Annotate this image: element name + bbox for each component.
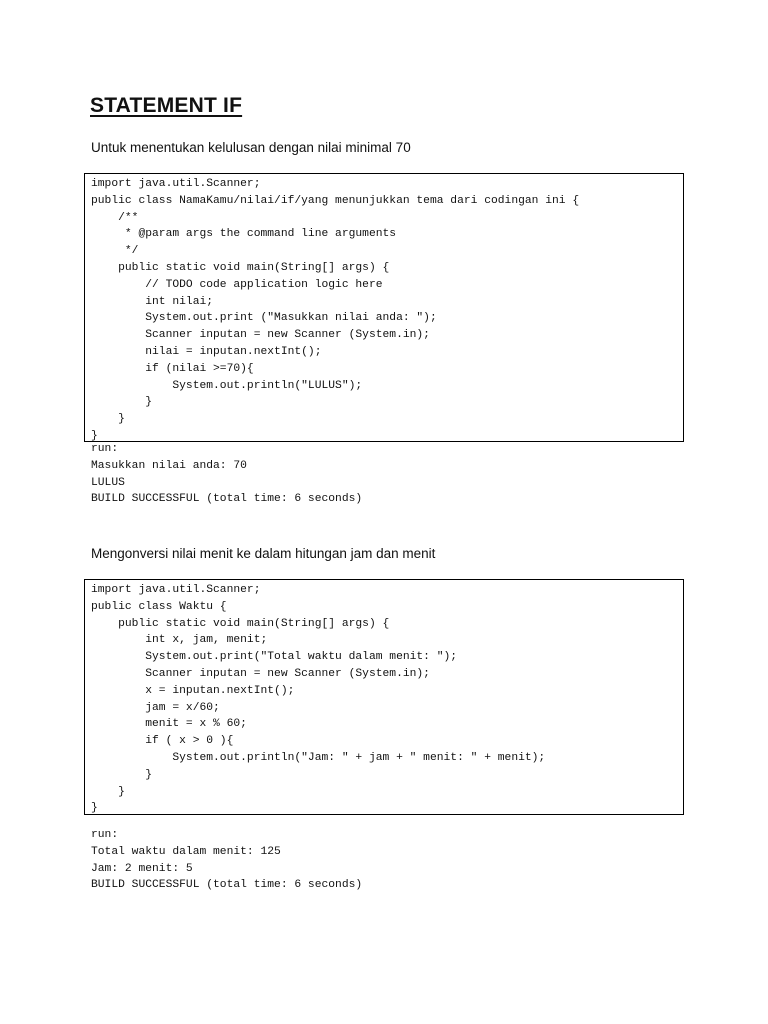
code-line: Masukkan nilai anda: 70 bbox=[91, 459, 247, 472]
code-line: Total waktu dalam menit: 125 bbox=[91, 845, 281, 858]
code-line: // TODO code application logic here bbox=[91, 278, 383, 291]
code-line: Jam: 2 menit: 5 bbox=[91, 862, 193, 875]
code-line: /** bbox=[91, 211, 139, 224]
code-line: * @param args the command line arguments bbox=[91, 228, 397, 241]
code-line: public static void main(String[] args) { bbox=[91, 261, 390, 274]
code-lines-1 bbox=[91, 176, 683, 445]
code-line: if ( x > 0 ){ bbox=[91, 735, 234, 748]
code-line: LULUS bbox=[91, 476, 125, 489]
code-line: if (nilai >=70){ bbox=[91, 362, 254, 375]
code-line: BUILD SUCCESSFUL (total time: 6 seconds) bbox=[91, 493, 363, 506]
code-line: } bbox=[91, 429, 98, 442]
code-line: x = inputan.nextInt(); bbox=[91, 684, 295, 697]
code-line: } bbox=[91, 802, 98, 815]
code-block-2 bbox=[84, 579, 684, 815]
console-output-1 bbox=[91, 441, 362, 508]
code-line: menit = x % 60; bbox=[91, 718, 247, 731]
code-line: */ bbox=[91, 245, 139, 258]
code-lines-2 bbox=[91, 582, 683, 817]
code-line: import java.util.Scanner; bbox=[91, 178, 261, 190]
code-line: import java.util.Scanner; bbox=[91, 584, 261, 596]
code-line: public class NamaKamu/nilai/if/yang menunjukkan tema dari codingan ini { bbox=[91, 194, 580, 207]
code-line: run: bbox=[91, 829, 119, 841]
page-title: STATEMENT IF bbox=[90, 94, 243, 117]
code-line: int x, jam, menit; bbox=[91, 634, 268, 647]
code-line: System.out.print ("Masukkan nilai anda: "); bbox=[91, 312, 437, 325]
code-line: } bbox=[91, 396, 153, 409]
section-2-caption: Mengonversi nilai menit ke dalam hitungan jam dan menit bbox=[91, 546, 436, 561]
code-line: run: bbox=[91, 443, 119, 455]
code-line: public static void main(String[] args) { bbox=[91, 617, 390, 630]
code-line: nilai = inputan.nextInt(); bbox=[91, 345, 322, 358]
code-line: BUILD SUCCESSFUL (total time: 6 seconds) bbox=[91, 879, 363, 892]
code-line: } bbox=[91, 413, 125, 426]
code-line: int nilai; bbox=[91, 295, 214, 308]
section-1-caption: Untuk menentukan kelulusan dengan nilai minimal 70 bbox=[91, 140, 411, 155]
console-output-2 bbox=[91, 827, 362, 894]
code-line: System.out.println("Jam: " + jam + " menit: " + menit); bbox=[91, 751, 546, 764]
code-line: } bbox=[91, 768, 153, 781]
code-line: System.out.println("LULUS"); bbox=[91, 379, 363, 392]
code-line: public class Waktu { bbox=[91, 600, 227, 613]
code-line: System.out.print("Total waktu dalam menit: "); bbox=[91, 651, 458, 664]
code-line: } bbox=[91, 785, 125, 798]
code-line: Scanner inputan = new Scanner (System.in); bbox=[91, 329, 430, 342]
code-line: Scanner inputan = new Scanner (System.in); bbox=[91, 667, 430, 680]
code-line: jam = x/60; bbox=[91, 701, 220, 714]
code-block-1 bbox=[84, 173, 684, 442]
